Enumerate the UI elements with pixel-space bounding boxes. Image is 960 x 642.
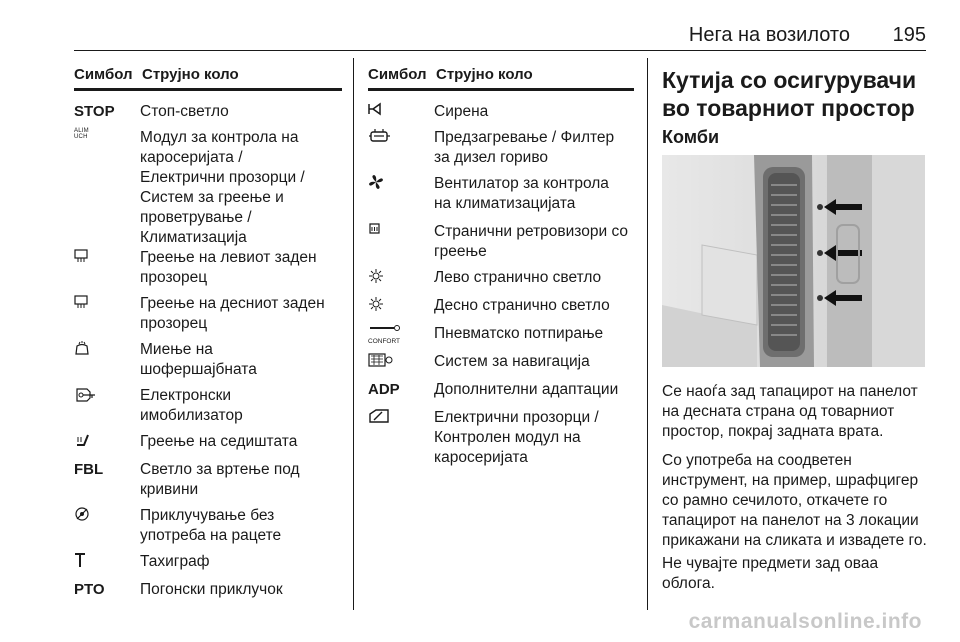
- table-row: [74, 340, 320, 380]
- rear-window-heater-icon: [74, 248, 140, 288]
- circuit-text: Сирена: [434, 103, 489, 120]
- power-window-icon: [368, 408, 434, 468]
- circuit-text: Електрични прозорци / Контролен модул на каросеријата: [434, 409, 599, 466]
- preheater-filter-icon: [368, 128, 434, 168]
- table-row: [74, 294, 350, 334]
- section-paragraph: Не чувајте предмети зад оваа облога.: [662, 555, 879, 592]
- page-number: 195: [892, 24, 926, 46]
- table-row: [74, 102, 340, 122]
- circuit-text: Десно странично светло: [434, 297, 610, 314]
- seat-heater-icon: [74, 432, 140, 452]
- symbol-text: ADP: [368, 381, 400, 398]
- table-header: [368, 60, 634, 91]
- circuit-column-header: Струјно коло: [436, 65, 533, 83]
- section-subtitle: Комби: [662, 127, 720, 147]
- circuit-text: Миење на шофершајбната: [140, 341, 257, 378]
- pneumatic-seat-icon: [368, 324, 434, 352]
- circuit-text: Модул за контрола на каросеријата / Електрични прозорци / Систем за греење и проветрување / Климатизација: [140, 129, 305, 246]
- circuit-text: Погонски приклучок: [140, 581, 283, 598]
- section-paragraph: Се наоѓа зад тапацирот на панелот на десната страна од товарниот простор, покрај задната врата.: [662, 383, 918, 440]
- circuit-text: Странични ретровизори со греење: [434, 223, 628, 260]
- column-divider-right: [647, 58, 648, 610]
- table-row: [74, 386, 320, 426]
- immobilizer-key-icon: [74, 386, 140, 426]
- table-row: [368, 128, 629, 168]
- fan-icon: [368, 174, 434, 214]
- table-row: [74, 248, 340, 288]
- fuse-table-left: [74, 60, 342, 598]
- table-row: [74, 552, 320, 572]
- page-header-title: Нега на возилото: [688, 24, 850, 46]
- navigation-icon: [368, 352, 434, 372]
- circuit-text: Пневматско потпирање: [434, 325, 604, 342]
- windshield-washer-icon: [74, 340, 140, 380]
- table-row: [368, 174, 629, 214]
- circuit-text: Тахиграф: [140, 553, 210, 570]
- symbol-text: STOP: [74, 103, 115, 120]
- table-row: [74, 506, 330, 546]
- table-row: [74, 432, 340, 452]
- footer-watermark: carmanualsonline.info: [688, 610, 922, 633]
- table-row: [368, 222, 629, 262]
- rear-window-heater-icon: [74, 294, 140, 334]
- circuit-text: Стоп-светло: [140, 103, 229, 120]
- column-divider-left: [353, 58, 354, 610]
- confort-label: CONFORT: [368, 338, 401, 345]
- circuit-text: Систем за навигација: [434, 353, 590, 370]
- circuit-text: Греење на седиштата: [140, 433, 298, 450]
- symbol-column-header: Симбол: [368, 65, 427, 83]
- circuit-text: Греење на левиот заден прозорец: [140, 249, 317, 286]
- side-light-icon: [368, 296, 434, 316]
- table-row: [368, 268, 629, 288]
- alim-uch-icon: ALIM UCH: [74, 128, 89, 140]
- circuit-text: Греење на десниот заден прозорец: [140, 295, 325, 332]
- circuit-text: Лево странично светло: [434, 269, 602, 286]
- circuit-text: Дополнителни адаптации: [434, 381, 619, 398]
- circuit-text: Електронски имобилизатор: [140, 387, 243, 424]
- table-header: [74, 60, 342, 91]
- circuit-text: Вентилатор за контрола на климатизацијата: [434, 175, 609, 212]
- tachograph-icon: [74, 552, 140, 572]
- table-row: [368, 408, 629, 468]
- circuit-text: Светло за вртење под кривини: [140, 461, 300, 498]
- horn-icon: [368, 102, 434, 122]
- table-row: [74, 128, 330, 248]
- circuit-column-header: Струјно коло: [142, 65, 239, 83]
- symbol-text: FBL: [74, 461, 104, 478]
- section-title: Кутија со осигурувачи во товарниот простор: [662, 67, 917, 121]
- table-row: [368, 324, 629, 352]
- symbol-column-header: Симбол: [74, 65, 133, 83]
- circuit-text: Приклучување без употреба на рацете: [140, 507, 282, 544]
- fuse-table-middle: [368, 60, 634, 466]
- table-row: [368, 380, 632, 400]
- mirror-heater-icon: [368, 222, 434, 262]
- symbol-text: PTO: [74, 581, 105, 598]
- header-rule: [74, 50, 926, 51]
- table-row: [368, 102, 629, 122]
- cargo-area-photo: [662, 155, 925, 367]
- circuit-text: Предзагревање / Филтер за дизел гориво: [434, 129, 615, 166]
- unused-connection-icon: [74, 506, 140, 546]
- table-row: [74, 580, 330, 600]
- section-paragraph: Со употреба на соодветен инструмент, на пример, шрафцигер со рамно сечилото, откачете го тапацирот на панелот на 3 локации прикажани на сликата и извадете го.: [662, 452, 927, 549]
- side-light-icon: [368, 268, 434, 288]
- table-row: [368, 352, 629, 372]
- table-row: [74, 460, 320, 500]
- table-row: [368, 296, 629, 316]
